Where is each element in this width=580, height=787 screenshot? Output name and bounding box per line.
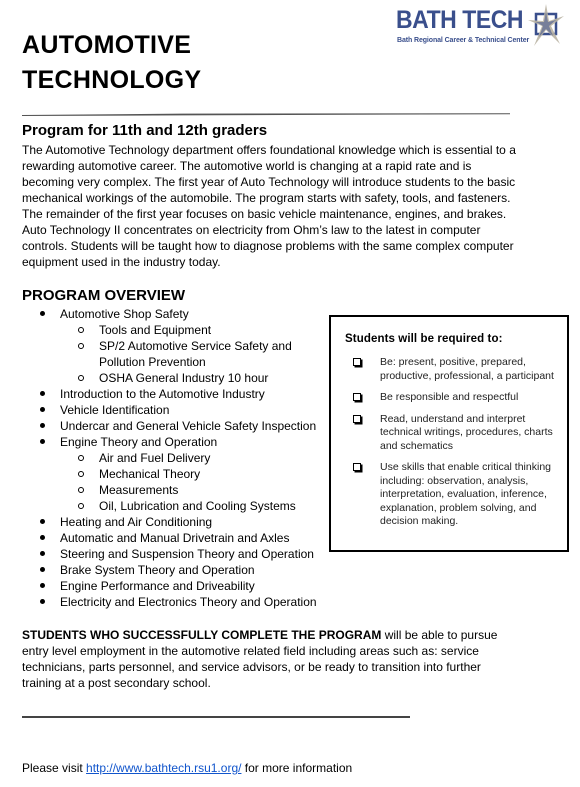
list-item-label: Undercar and General Vehicle Safety Inspection — [60, 419, 317, 433]
list-item — [22, 546, 332, 562]
hollow-bullet-icon — [78, 487, 84, 493]
list-item — [22, 578, 332, 594]
footer-prefix: Please visit — [22, 761, 87, 775]
checkbox-bullet-icon — [353, 393, 361, 401]
bullet-icon — [40, 599, 45, 604]
list-item-label: Automatic and Manual Drivetrain and Axles — [60, 531, 290, 545]
sub-item-label: Measurements — [99, 483, 179, 497]
completion-paragraph — [22, 627, 512, 691]
bullet-icon — [40, 439, 45, 444]
footer-text — [22, 760, 352, 776]
list-item — [22, 594, 332, 610]
title-line-1: AUTOMOTIVE — [22, 31, 192, 59]
bullet-icon — [40, 519, 45, 524]
bathtech-website-link[interactable]: http://www.bathtech.rsu1.org/ — [86, 761, 242, 775]
list-item-label: Automotive Shop Safety — [60, 307, 189, 321]
bath-tech-logo — [396, 4, 568, 50]
list-item-label: Brake System Theory and Operation — [60, 563, 255, 577]
requirement-text: Be: present, positive, prepared, productive, professional, a participant — [380, 356, 554, 382]
requirement-text: Use skills that enable critical thinking including: observation, analysis, interpretation, evaluation, inference, explanation, problem solving, and decision making. — [380, 461, 551, 527]
hollow-bullet-icon — [78, 375, 84, 381]
bullet-icon — [40, 391, 45, 396]
program-overview-list — [22, 306, 332, 610]
sub-list-item — [60, 450, 332, 466]
list-item-label: Heating and Air Conditioning — [60, 515, 213, 529]
sub-list-item — [60, 482, 332, 498]
top-divider — [22, 111, 510, 117]
list-item — [22, 530, 332, 546]
checkbox-bullet-icon — [353, 463, 361, 471]
requirements-list — [345, 356, 555, 537]
logo-tagline: Bath Regional Career & Technical Center — [397, 37, 530, 44]
checkbox-bullet-icon — [353, 415, 361, 423]
requirement-item — [345, 461, 555, 529]
list-item-label: Vehicle Identification — [60, 403, 170, 417]
requirements-title: Students will be required to: — [345, 333, 503, 345]
footer-suffix: for more information — [241, 761, 353, 775]
list-item — [22, 306, 332, 386]
sub-list-item — [60, 466, 332, 482]
list-item — [22, 386, 332, 402]
star-in-square-icon — [528, 4, 566, 48]
hollow-bullet-icon — [78, 343, 84, 349]
list-item — [22, 514, 332, 530]
list-item-label: Engine Performance and Driveability — [60, 579, 255, 593]
sub-list-item — [60, 370, 332, 386]
requirements-box — [329, 315, 569, 552]
bullet-icon — [40, 407, 45, 412]
list-item — [22, 418, 332, 434]
completion-lead: STUDENTS WHO SUCCESSFULLY COMPLETE THE PROGRAM — [22, 628, 382, 642]
page-title — [22, 28, 342, 98]
hollow-bullet-icon — [78, 455, 84, 461]
sub-item-label: Mechanical Theory — [99, 467, 201, 481]
list-item-label: Steering and Suspension Theory and Operation — [60, 547, 314, 561]
bullet-icon — [40, 535, 45, 540]
sub-list — [60, 322, 332, 386]
hollow-bullet-icon — [78, 471, 84, 477]
sub-list-item — [60, 498, 332, 514]
bullet-icon — [40, 567, 45, 572]
intro-paragraph: The Automotive Technology department offers foundational knowledge which is essential to a rewarding automotive career. The automotive world is changing at a rapid rate and is becoming very complex. The first year of Auto Technology will introduce students to the basic mechanical workings of the automobile. The program starts with safety, tools, and fasteners. The remainder of the first year focuses on basic vehicle maintenance, engines, and brakes. Auto Technology II concentrates on electricity from Ohm’s law to the latest in computer controls. Students will be taught how to diagnose problems with the same complex computer equipment used in the industry today. — [22, 143, 516, 269]
list-item-label: Electricity and Electronics Theory and Operation — [60, 595, 317, 609]
bullet-icon — [40, 311, 45, 316]
sub-list-item — [60, 322, 332, 338]
sub-list-item — [60, 338, 332, 370]
bottom-divider — [22, 716, 410, 718]
list-item-label: Introduction to the Automotive Industry — [60, 387, 265, 401]
requirement-item — [345, 413, 555, 454]
hollow-bullet-icon — [78, 503, 84, 509]
sub-list — [60, 450, 332, 514]
completion-text: will be able to pursue entry level employment in the automotive related field including areas such as: service technicians, parts personnel, and service advisors, or be ready to transition into further training at a post secondary school. — [22, 628, 498, 690]
requirement-text: Read, understand and interpret technical writings, procedures, charts and schematics — [380, 412, 553, 452]
requirement-text: Be responsible and respectful — [380, 391, 519, 403]
program-subtitle: Program for 11th and 12th graders — [22, 122, 268, 139]
logo-wordmark: BATH TECH — [396, 6, 524, 34]
list-item-label: Engine Theory and Operation — [60, 435, 218, 449]
sub-item-label: Oil, Lubrication and Cooling Systems — [99, 499, 296, 513]
bullet-icon — [40, 423, 45, 428]
bullet-icon — [40, 551, 45, 556]
sub-item-label: SP/2 Automotive Service Safety and Pollution Prevention — [99, 339, 292, 369]
hollow-bullet-icon — [78, 327, 84, 333]
list-item — [22, 402, 332, 418]
sub-item-label: Tools and Equipment — [99, 323, 212, 337]
bullet-icon — [40, 583, 45, 588]
list-item — [22, 562, 332, 578]
list-item — [22, 434, 332, 514]
checkbox-bullet-icon — [353, 358, 361, 366]
sub-item-label: Air and Fuel Delivery — [99, 451, 211, 465]
program-overview-heading: PROGRAM OVERVIEW — [22, 287, 186, 304]
requirement-item — [345, 356, 555, 383]
title-line-2: TECHNOLOGY — [22, 66, 202, 94]
requirement-item — [345, 391, 555, 405]
sub-item-label: OSHA General Industry 10 hour — [99, 371, 269, 385]
